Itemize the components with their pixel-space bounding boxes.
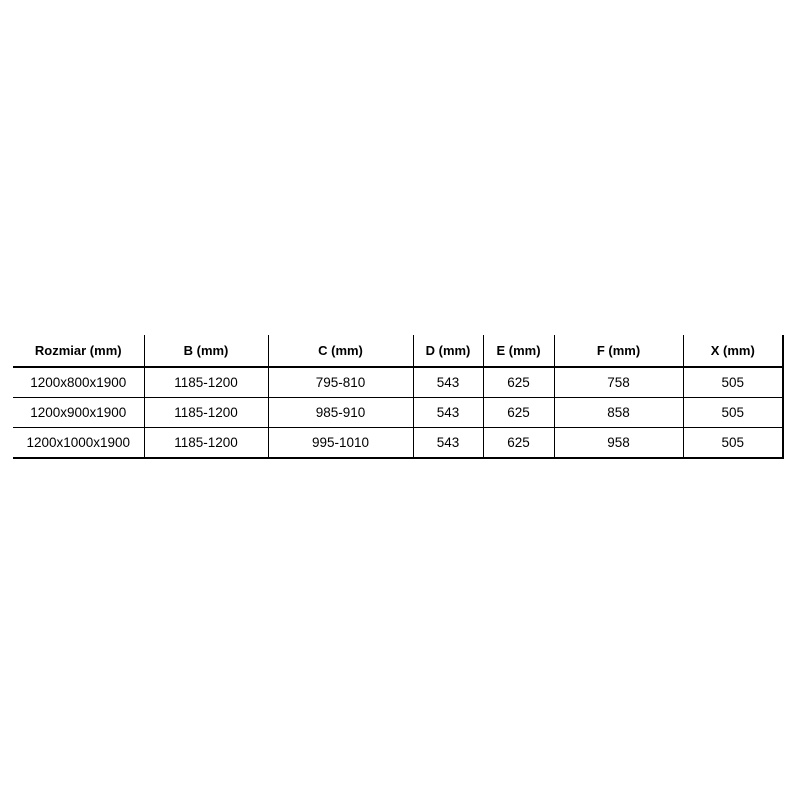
- table-row: [13, 398, 783, 428]
- cell-c: 795-810: [268, 367, 413, 398]
- cell-x: 505: [683, 398, 783, 428]
- cell-x: 505: [683, 367, 783, 398]
- cell-c: 985-910: [268, 398, 413, 428]
- cell-d: 543: [413, 367, 483, 398]
- column-header-c: C (mm): [268, 335, 413, 367]
- cell-x: 505: [683, 428, 783, 459]
- column-header-e: E (mm): [483, 335, 554, 367]
- column-header-f: F (mm): [554, 335, 683, 367]
- column-header-rozmiar: Rozmiar (mm): [13, 335, 144, 367]
- cell-e: 625: [483, 428, 554, 459]
- column-header-d: D (mm): [413, 335, 483, 367]
- cell-rozmiar: 1200x900x1900: [13, 398, 144, 428]
- cell-e: 625: [483, 367, 554, 398]
- dimensions-table: [13, 335, 784, 459]
- cell-b: 1185-1200: [144, 367, 268, 398]
- cell-f: 958: [554, 428, 683, 459]
- cell-b: 1185-1200: [144, 428, 268, 459]
- column-header-x: X (mm): [683, 335, 783, 367]
- cell-f: 858: [554, 398, 683, 428]
- cell-b: 1185-1200: [144, 398, 268, 428]
- cell-rozmiar: 1200x800x1900: [13, 367, 144, 398]
- cell-rozmiar: 1200x1000x1900: [13, 428, 144, 459]
- column-header-b: B (mm): [144, 335, 268, 367]
- cell-f: 758: [554, 367, 683, 398]
- table-header-row: [13, 335, 783, 367]
- table-row: [13, 367, 783, 398]
- cell-e: 625: [483, 398, 554, 428]
- table-row: [13, 428, 783, 459]
- cell-d: 543: [413, 398, 483, 428]
- cell-d: 543: [413, 428, 483, 459]
- cell-c: 995-1010: [268, 428, 413, 459]
